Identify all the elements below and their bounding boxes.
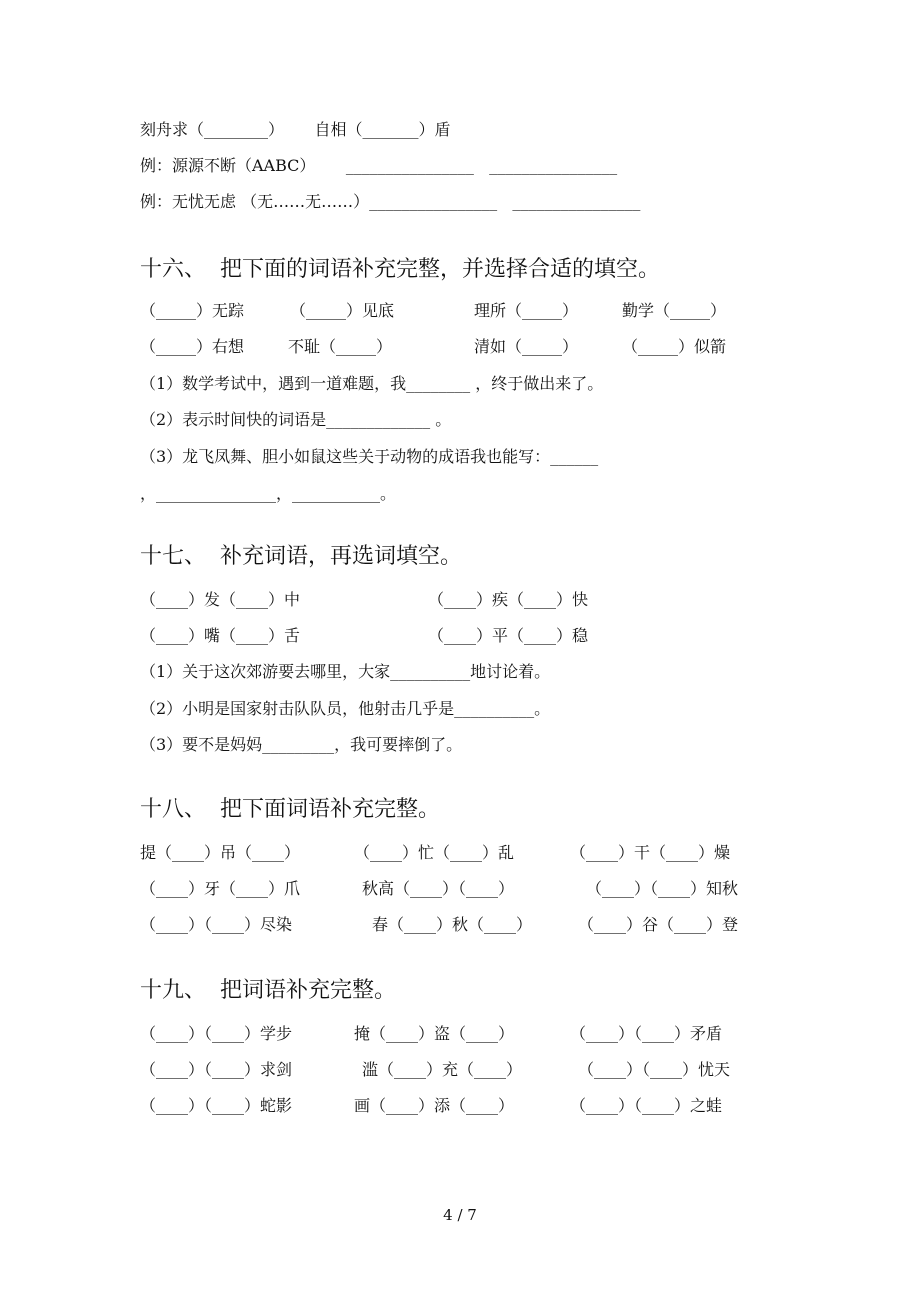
sec18-r3-c1: （____）（____）尽染 [140,915,293,934]
sec17-question-3: （3）要不是妈妈_________，我可要摔倒了。 [140,735,463,754]
sec17-r2-c1: （____）嘴（____）舌 [140,626,301,645]
sec16-question-1: （1）数学考试中，遇到一道难题，我________ ，终于做出来了。 [140,374,604,393]
sec19-r3-c3: （____）（____）之蛙 [570,1096,723,1115]
sec18-r3-c2: 春（____）秋（____） [372,915,533,934]
sec19-r1-c3: （____）（____）矛盾 [570,1024,723,1043]
top-line-2: 例：源源不断（AABC） ________________ ________________ [140,156,618,175]
sec16-question-3: （3）龙飞凤舞、胆小如鼠这些关于动物的成语我也能写：______ [140,447,599,466]
sec16-question-3-cont: ，_______________，___________。 [140,484,397,503]
sec16-r1-c2: （_____）见底 [290,301,395,320]
sec19-r2-c3: （____）（____）忧天 [578,1060,731,1079]
sec16-r1-c3: 理所（_____） [474,301,579,320]
section-17-title: 十七、 补充词语，再选词填空。 [140,544,462,569]
sec16-r2-c4: （_____）似箭 [622,337,727,356]
sec18-r2-c1: （____）牙（____）爪 [140,879,301,898]
sec16-r1-c4: 勤学（_____） [622,301,727,320]
sec17-question-2: （2）小明是国家射击队队员，他射击几乎是__________。 [140,699,551,718]
sec18-r3-c3: （____）谷（____）登 [578,915,739,934]
sec19-r1-c1: （____）（____）学步 [140,1024,293,1043]
section-19-title: 十九、 把词语补充完整。 [140,978,396,1003]
sec19-r1-c2: 掩（____）盗（____） [354,1024,515,1043]
section-16-title: 十六、 把下面的词语补充完整，并选择合适的填空。 [140,257,660,282]
sec17-r1-c1: （____）发（____）中 [140,590,301,609]
sec16-r1-c1: （_____）无踪 [140,301,245,320]
top-line-1: 刻舟求（________） 自相（_______）盾 [140,120,451,139]
sec18-r2-c2: 秋高（____）（____） [362,879,515,898]
sec17-r2-c2: （____）平（____）稳 [428,626,589,645]
sec19-r3-c1: （____）（____）蛇影 [140,1096,293,1115]
sec16-question-2: （2）表示时间快的词语是_____________ 。 [140,410,452,429]
sec18-r1-c1: 提（____）吊（____） [140,843,301,862]
sec18-r1-c2: （____）忙（____）乱 [354,843,515,862]
section-18-title: 十八、 把下面词语补充完整。 [140,797,440,822]
sec16-r2-c2: 不耻（_____） [288,337,393,356]
sec16-r2-c1: （_____）右想 [140,337,245,356]
sec19-r2-c1: （____）（____）求剑 [140,1060,293,1079]
sec16-r2-c3: 清如（_____） [474,337,579,356]
sec18-r1-c3: （____）干（____）燥 [570,843,731,862]
page-number: 4 / 7 [443,1206,477,1224]
sec18-r2-c3: （____）（____）知秋 [586,879,739,898]
sec17-question-1: （1）关于这次郊游要去哪里，大家__________地讨论着。 [140,662,551,681]
sec19-r3-c2: 画（____）添（____） [354,1096,515,1115]
sec17-r1-c2: （____）疾（____）快 [428,590,589,609]
top-line-3: 例：无忧无虑 （无……无……）________________ ________________ [140,192,641,211]
sec19-r2-c2: 滥（____）充（____） [362,1060,523,1079]
